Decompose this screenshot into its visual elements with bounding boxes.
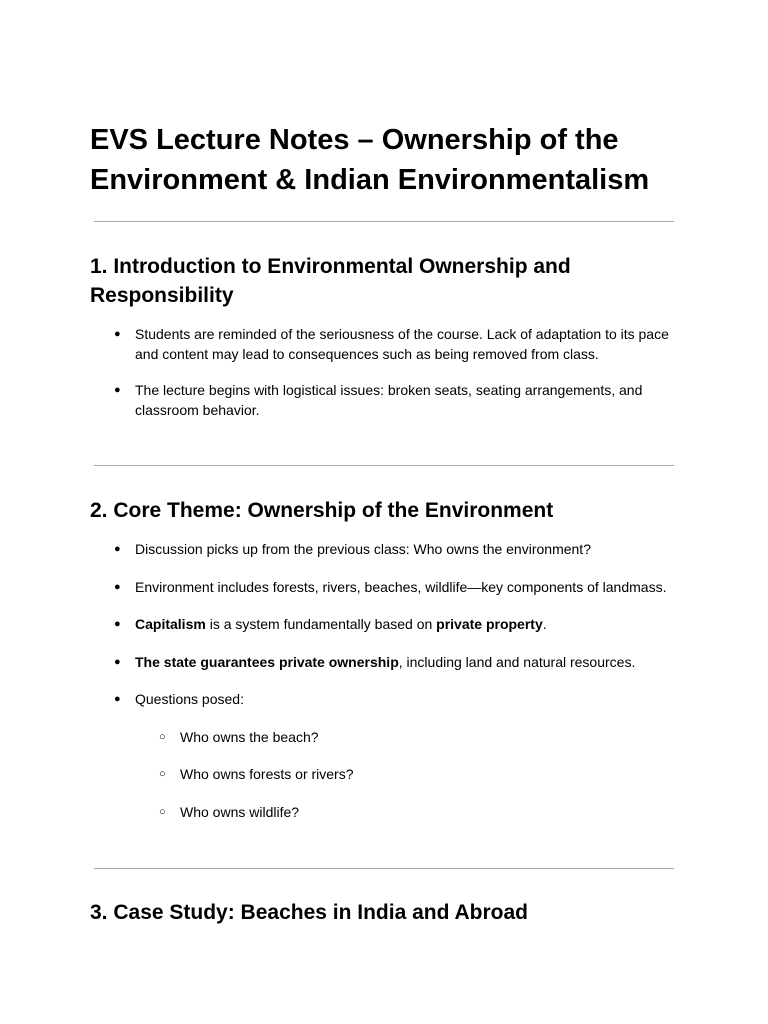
bullet-icon: ● bbox=[114, 328, 121, 340]
bullet-icon: ● bbox=[114, 384, 121, 396]
bullet-icon: ● bbox=[114, 580, 121, 593]
sub-list-item bbox=[0, 765, 670, 785]
hollow-bullet-icon: ○ bbox=[159, 805, 166, 818]
bold-term: private property bbox=[436, 616, 543, 632]
list-item bbox=[0, 578, 670, 598]
section-1-list bbox=[0, 325, 768, 420]
hollow-bullet-icon: ○ bbox=[159, 730, 166, 743]
bullet-icon: ● bbox=[114, 543, 121, 555]
list-item-text: . bbox=[542, 616, 547, 632]
list-item-text: Discussion picks up from the previous class: Who owns the environment? bbox=[135, 541, 591, 557]
list-item-text: Questions posed: bbox=[135, 691, 244, 707]
sub-list-item bbox=[0, 803, 670, 823]
list-item bbox=[0, 540, 670, 560]
list-item-text: Environment includes forests, rivers, beaches, wildlife—key components of landmass. bbox=[135, 578, 667, 595]
bold-term: Capitalism bbox=[135, 616, 206, 632]
list-item-text: Who owns wildlife? bbox=[180, 803, 300, 820]
list-item-text: , including land and natural resources. bbox=[398, 653, 636, 670]
divider bbox=[94, 465, 674, 466]
list-item bbox=[0, 653, 670, 673]
list-item bbox=[0, 690, 670, 710]
list-item-text: is a system fundamentally based on bbox=[205, 616, 437, 632]
section-2-list bbox=[0, 540, 768, 822]
bullet-icon: ● bbox=[114, 655, 121, 668]
list-item-text: Students are reminded of the seriousness of the course. Lack of adaptation to its pace and content may lead to consequences such as being removed from class. bbox=[135, 326, 669, 362]
section-3-heading: 3. Case Study: Beaches in India and Abroad bbox=[90, 901, 528, 924]
list-item bbox=[0, 381, 670, 420]
list-item-text: Who owns the beach? bbox=[180, 728, 319, 745]
section-2-heading: 2. Core Theme: Ownership of the Environment bbox=[90, 499, 554, 522]
bullet-icon: ● bbox=[114, 618, 121, 630]
divider bbox=[94, 868, 674, 869]
bold-term: The state guarantees private ownership bbox=[135, 653, 399, 670]
list-item-text: Who owns forests or rivers? bbox=[180, 766, 354, 782]
hollow-bullet-icon: ○ bbox=[159, 768, 166, 780]
bullet-icon: ● bbox=[114, 693, 121, 705]
divider bbox=[94, 221, 674, 222]
sub-list-item bbox=[0, 728, 670, 748]
document-title: EVS Lecture Notes – Ownership of the Environment & Indian Environmentalism bbox=[90, 124, 650, 196]
list-item-text: The lecture begins with logistical issues: broken seats, seating arrangements, and classroom behavior. bbox=[135, 382, 643, 418]
list-item bbox=[0, 615, 670, 635]
list-item bbox=[0, 325, 670, 364]
section-1-heading: 1. Introduction to Environmental Ownership and Responsibility bbox=[90, 255, 571, 307]
